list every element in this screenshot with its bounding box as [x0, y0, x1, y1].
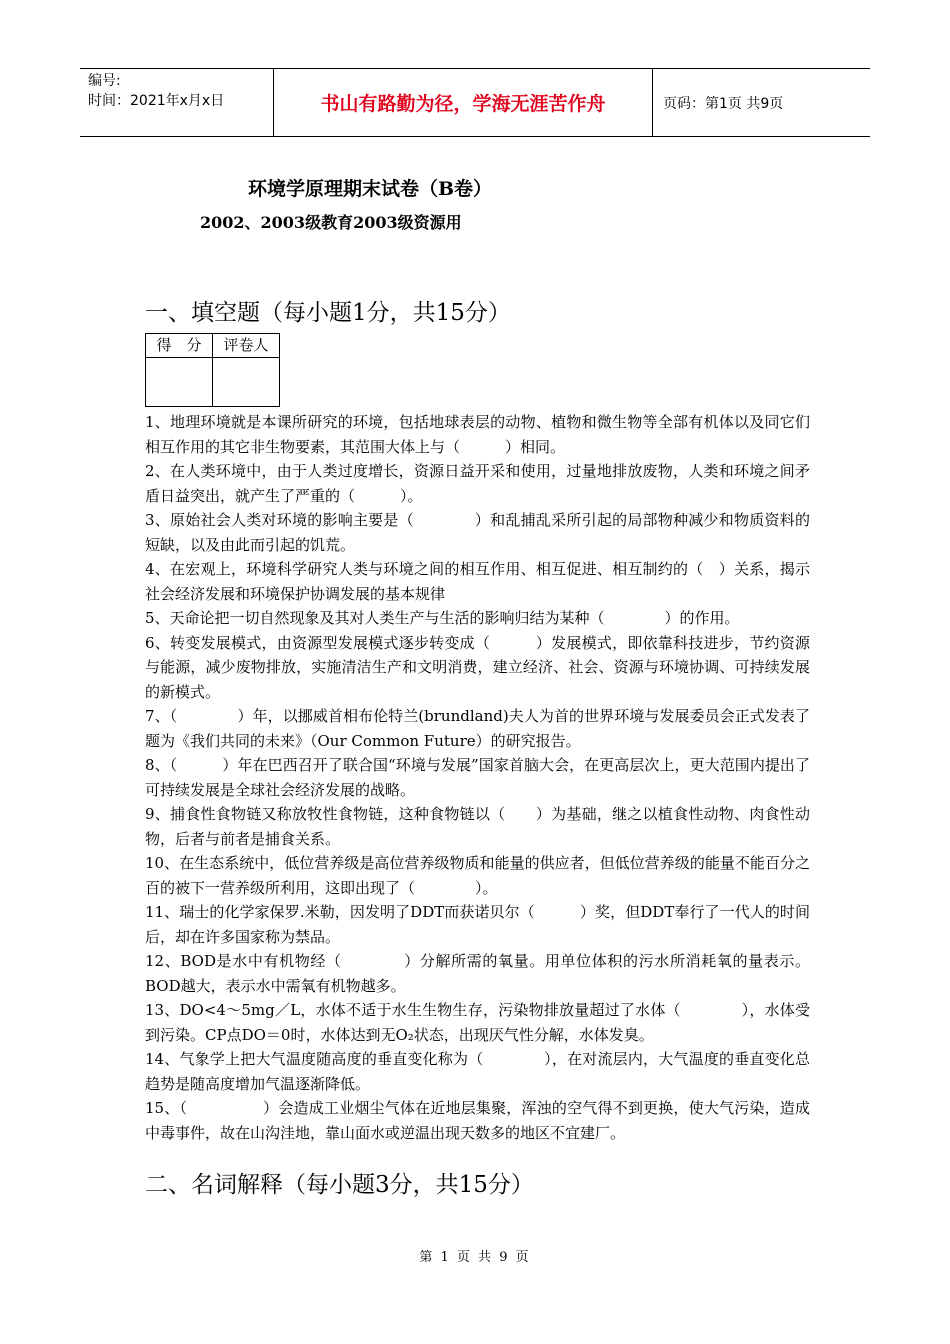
question-item: 3、原始社会人类对环境的影响主要是（ ）和乱捕乱采所引起的局部物种减少和物质资料的短缺，以及由此而引起的饥荒。 — [145, 511, 810, 554]
question-item: 13、DO<4～5mg／L，水体不适于水生生物生存，污染物排放量超过了水体（ ），水体受到污染。CP点DO＝0时，水体达到无O₂状态，出现厌气性分解，水体发臭。 — [145, 1001, 810, 1044]
question-item: 4、在宏观上，环境科学研究人类与环境之间的相互作用、相互促进、相互制约的（ ）关系，揭示社会经济发展和环境保护协调发展的基本规律 — [145, 560, 810, 603]
exam-title: 环境学原理期末试卷（B卷） — [248, 178, 493, 200]
question-list — [145, 410, 810, 1145]
question-item: 15、（ ）会造成工业烟尘气体在近地层集聚，浑浊的空气得不到更换，使大气污染，造成中毒事件，故在山沟洼地，靠山面水或逆温出现天数多的地区不宜建厂。 — [145, 1099, 810, 1142]
question-item: 5、天命论把一切自然现象及其对人类生产与生活的影响归结为某种（ ）的作用。 — [145, 609, 740, 627]
question-item: 1、地理环境就是本课所研究的环境，包括地球表层的动物、植物和微生物等全部有机体以及同它们相互作用的其它非生物要素，其范围大体上与（ ）相同。 — [145, 413, 810, 456]
question-item: 14、气象学上把大气温度随高度的垂直变化称为（ ），在对流层内，大气温度的垂直变化总趋势是随高度增加气温逐渐降低。 — [145, 1050, 810, 1093]
header-motto: 书山有路勤为径，学海无涯苦作舟 — [274, 69, 653, 136]
number-label: 编号: — [88, 73, 121, 89]
header-info-cell — [80, 69, 274, 136]
question-item: 6、转变发展模式，由资源型发展模式逐步转变成（ ）发展模式，即依靠科技进步，节约资源与能源，减少废物排放，实施清洁生产和文明消费，建立经济、社会、资源与环境协调、可持续发展的新模式。 — [145, 633, 810, 701]
exam-subtitle: 2002、2003级教育2003级资源用 — [200, 213, 462, 232]
score-table — [145, 333, 280, 407]
grader-column-header: 评卷人 — [213, 334, 280, 358]
question-item: 10、在生态系统中，低位营养级是高位营养级物质和能量的供应者，但低位营养级的能量不能百分之百的被下一营养级所利用，这即出现了（ ）。 — [145, 854, 810, 897]
header-page-number: 页码：第1页 共9页 — [663, 95, 784, 112]
question-item: 2、在人类环境中，由于人类过度增长，资源日益开采和使用，过量地排放废物，人类和环境之间矛盾日益突出，就产生了严重的（ ）。 — [145, 462, 810, 505]
question-item: 8、（ ）年在巴西召开了联合国“环境与发展”国家首脑大会，在更高层次上，更大范围内提出了可持续发展是全球社会经济发展的战略。 — [145, 756, 810, 799]
section-heading-term-definitions: 二、名词解释（每小题3分，共15分） — [145, 1172, 534, 1198]
score-cell — [146, 358, 213, 407]
score-column-header: 得 分 — [146, 334, 213, 358]
document-header — [80, 68, 870, 137]
question-item: 9、捕食性食物链又称放牧性食物链，这种食物链以（ ）为基础，继之以植食性动物、肉食性动物，后者与前者是捕食关系。 — [145, 805, 810, 848]
question-item: 12、BOD是水中有机物经（ ）分解所需的氧量。用单位体积的污水所消耗氧的量表示。BOD越大，表示水中需氧有机物越多。 — [145, 952, 810, 995]
page-footer: 第 1 页 共 9 页 — [419, 1250, 531, 1265]
time-label: 时间：2021年x月x日 — [88, 93, 225, 109]
grader-cell — [213, 358, 280, 407]
section-heading-fill-blank: 一、填空题（每小题1分，共15分） — [145, 300, 511, 326]
question-item: 7、（ ）年，以挪威首相布伦特兰(brundland)夫人为首的世界环境与发展委员会正式发表了题为《我们共同的未来》（Our Common Future）的研究报告。 — [145, 707, 810, 750]
question-item: 11、瑞士的化学家保罗.米勒，因发明了DDT而获诺贝尔（ ）奖，但DDT奉行了一代人的时间后，却在许多国家称为禁品。 — [145, 903, 810, 946]
